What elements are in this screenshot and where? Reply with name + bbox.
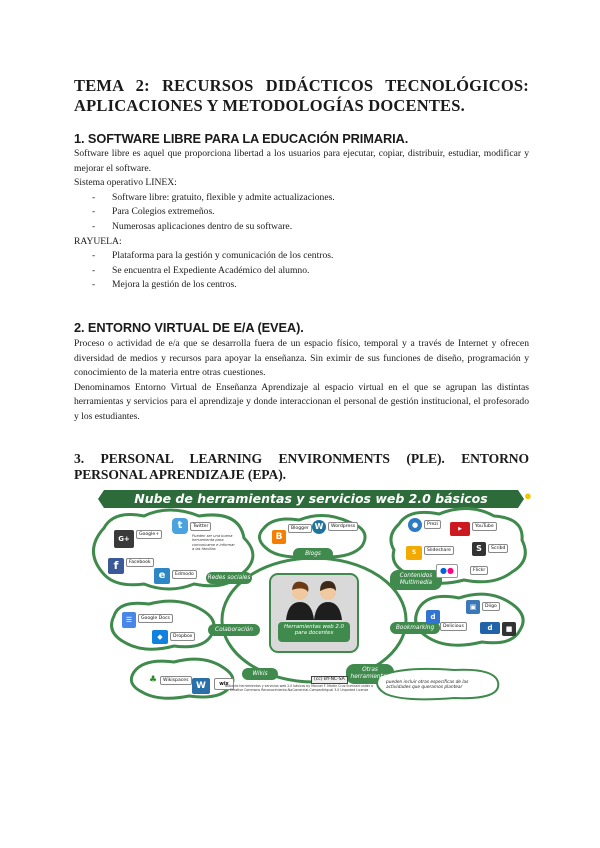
slideshare-icon: S [406, 546, 422, 560]
wordpress-icon: W [312, 520, 326, 534]
list-item [74, 249, 529, 264]
google-docs-label: Google Docs [138, 614, 173, 623]
social-note: Pueden ser una buena herramienta para comunicarse e informar a las familias [192, 534, 235, 551]
list-item [74, 220, 529, 235]
google-plus-label: Google+ [136, 530, 162, 539]
edmodo-label: Edmodo [172, 570, 197, 579]
youtube-label: YouTube [472, 522, 497, 531]
dash-marker: - [92, 279, 96, 291]
list-item-text: Mejora la gestión de los centros. [112, 279, 237, 291]
category-multimedia: Contenidos Multimedia [399, 573, 433, 586]
edmodo-icon: e [154, 568, 170, 584]
dropbox-label: Dropbox [170, 632, 195, 641]
dash-marker: - [92, 191, 96, 203]
category-bookmarking: Bookmarking [395, 625, 435, 631]
list-item [74, 205, 529, 220]
diigo-logo-icon: d [480, 622, 500, 634]
creative-commons-badge: (cc) BY-NC-SA [311, 676, 348, 684]
category-blogs: Blogs [305, 551, 321, 557]
section-3-heading: 3. PERSONAL LEARNING ENVIRONMENTS (PLE). ENTORNO PERSONAL APRENDIZAJE (EPA). [74, 451, 529, 482]
diagram-title: Nube de herramientas y servicios web 2.0 básicos [134, 491, 488, 506]
dropbox-icon: ◆ [152, 630, 168, 644]
web-tools-cloud-diagram [74, 488, 544, 714]
category-otras: Otras herramientas [350, 667, 390, 680]
diagram-credits: Nube de herramientas y servicios web 2.0 básicos by Manuel F. Martín Cruz licensed under a Creative Commons Reconocimiento-NoComercial-CompartirIgual 3.0 Unported License [225, 684, 373, 693]
scribd-label: Scribd [488, 544, 508, 553]
blogger-label: Blogger [288, 524, 312, 533]
wikispaces-w-icon: W [192, 678, 210, 694]
document-title: TEMA 2: RECURSOS DIDÁCTICOS TECNOLÓGICOS: APLICACIONES Y METODOLOGÍAS DOCENTES. [74, 76, 529, 115]
diigo-icon: ▣ [466, 600, 480, 614]
delicious-square-icon: ■ [502, 622, 516, 636]
flickr-icon: ●● [436, 564, 458, 578]
delicious-label: Delicious [440, 622, 467, 631]
prezi-label: Prezi [424, 520, 441, 529]
section-2-heading: 2. ENTORNO VIRTUAL DE E/A (EVEA). [74, 320, 304, 335]
section-1-intro: Software libre es aquel que proporciona libertad a los usuarios para ejecutar, copiar, distribuir, estudiar, modificar y mejorar el software. [74, 148, 529, 174]
list-item [74, 264, 529, 279]
dash-marker: - [92, 264, 96, 276]
facebook-icon: f [108, 558, 124, 574]
rayuela-list [74, 249, 529, 293]
twitter-icon: t [172, 518, 188, 534]
dash-marker: - [92, 220, 96, 232]
wikispaces-icon: ♣ [148, 675, 158, 685]
delicious-icon: d [426, 610, 440, 624]
list-item [74, 191, 529, 206]
other-tools-note: pueden incluir otras específicas de las actividades que queramos plantear [386, 680, 469, 691]
category-redes: Redes sociales [207, 575, 251, 581]
list-item-text: Numerosas aplicaciones dentro de su software. [112, 220, 293, 232]
category-colaboracion: Colaboración [215, 627, 253, 633]
section-1-body [74, 147, 529, 293]
blogger-icon: B [272, 530, 286, 544]
list-item [74, 278, 529, 293]
youtube-icon: ▶ [450, 522, 470, 536]
rayuela-label: RAYUELA: [74, 235, 122, 247]
slideshare-label: Slideshare [424, 546, 454, 555]
list-item-text: Se encuentra el Expediente Académico del alumno. [112, 264, 310, 276]
dash-marker: - [92, 250, 96, 262]
flickr-label: Flickr [470, 566, 488, 575]
prezi-icon: ● [408, 518, 422, 532]
google-docs-icon: ☰ [122, 612, 136, 628]
wordpress-label: Wordpress [328, 522, 358, 531]
lightbulb-icon: ● [524, 488, 532, 503]
diigo-label: Diigo [482, 602, 500, 611]
twitter-label: Twitter [190, 522, 211, 531]
google-plus-icon: G+ [114, 530, 134, 548]
scribd-icon: S [472, 542, 486, 556]
wix-icon: wix [214, 678, 234, 690]
section-1-heading: 1. SOFTWARE LIBRE PARA LA EDUCACIÓN PRIMARIA. [74, 131, 409, 146]
list-item-text: Software libre: gratuito, flexible y admite actualizaciones. [112, 191, 335, 203]
dash-marker: - [92, 206, 96, 218]
facebook-label: Facebook [126, 558, 154, 567]
linex-label: Sistema operativo LINEX: [74, 177, 177, 189]
linex-list [74, 191, 529, 235]
category-wikis: Wikis [252, 671, 268, 677]
section-2-paragraph-1: Proceso o actividad de e/a que se desarrolla fuera de un espacio físico, temporal y a través de Internet y ofrecen diversidad de medios y recursos para apoyar la enseñanza. Sin eximir de sus funciones de diseño, programación y conocimiento de la materia entre otras cuestiones. [74, 338, 529, 379]
list-item-text: Plataforma para la gestión y comunicación de los centros. [112, 250, 334, 262]
wikispaces-label: Wikispaces [160, 676, 192, 685]
section-2-body [74, 337, 529, 425]
section-2-paragraph-2: Denominamos Entorno Virtual de Enseñanza Aprendizaje al espacio virtual en el que se agrupan las distintas herramientas y servicios para el aprendizaje y donde interaccionan el personal de gestión institucional, el profesorado y los estudiantes. [74, 381, 529, 422]
center-label: Herramientas web 2.0 para docentes [284, 624, 344, 637]
list-item-text: Para Colegios extremeños. [112, 206, 215, 218]
